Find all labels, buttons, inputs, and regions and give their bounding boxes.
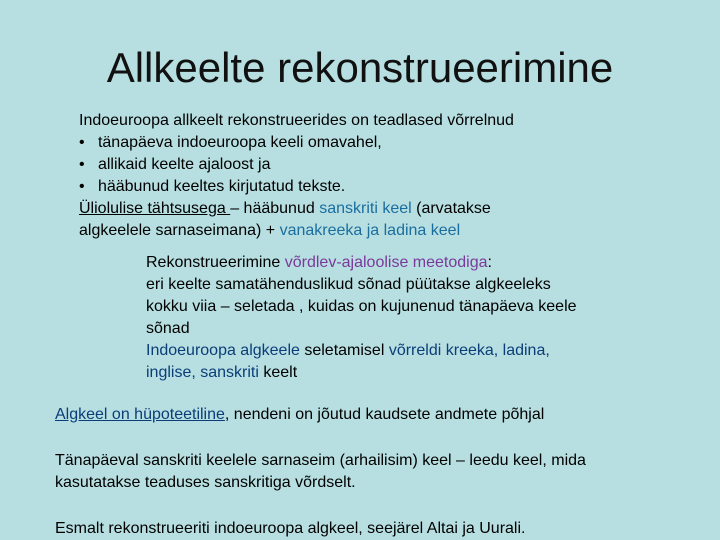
text-block-hypothetical	[55, 404, 544, 426]
method-description-1: eri keelte samatähenduslikud sõnad püütakse algkeeleks	[146, 276, 551, 293]
method-line	[146, 252, 577, 274]
comparative-method-term: võrdlev-ajaloolise meetodiga	[284, 254, 488, 271]
list-item-label: hääbunud keeltes kirjutatud tekste.	[97, 178, 346, 195]
lithuanian-line-1: Tänapäeval sanskriti keelele sarnaseim (arhailisim) keel – leedu keel, mida	[55, 452, 586, 469]
text-block-lithuanian	[55, 450, 586, 494]
bullet-icon: •	[79, 156, 85, 173]
method-description-3: sõnad	[146, 320, 190, 337]
bullet-icon: •	[79, 134, 85, 151]
compared-languages-2: inglise, sanskriti	[146, 364, 259, 381]
comparison-text-2: keelt	[258, 364, 298, 381]
intro-line: Indoeuroopa allkeelt rekonstrueerides on teadlased võrrelnud	[79, 112, 514, 129]
comparison-text: seletamisel	[299, 342, 389, 359]
hypothetical-term: Algkeel on hüpoteetiline	[55, 406, 225, 423]
compared-languages: võrreldi kreeka, ladina,	[388, 342, 550, 359]
proto-language-term: Indoeuroopa algkeele	[146, 342, 300, 359]
hypothetical-line	[55, 404, 544, 426]
text-block-reconstruction-sources	[79, 110, 514, 242]
method-description-2: kokku viia – seletada , kuidas on kujunenud tänapäeva keele	[146, 298, 577, 315]
importance-text: – hääbunud	[230, 200, 320, 217]
importance-line	[79, 198, 514, 220]
slide-title: Allkeelte rekonstrueerimine	[106, 44, 614, 91]
comparison-line	[146, 340, 577, 362]
importance-text-3: algkeelele sarnaseimana) +	[79, 222, 280, 239]
order-line: Esmalt rekonstrueeriti indoeuroopa algkeel, seejärel Altai ja Uurali.	[55, 520, 526, 537]
comparison-line-2	[146, 362, 577, 384]
list-item-label: tänapäeva indoeuroopa keeli omavahel,	[97, 134, 382, 151]
lithuanian-line-2: kasutatakse teaduses sanskritiga võrdselt.	[55, 474, 356, 491]
list-item-modern-languages	[79, 132, 514, 154]
list-item-extinct-texts	[79, 176, 514, 198]
importance-text-2: (arvatakse	[411, 200, 491, 217]
importance-label: Üliolulise tähtsusega	[79, 200, 231, 217]
sanskrit-term: sanskriti keel	[319, 200, 412, 217]
list-item-label: allikaid keelte ajaloost ja	[97, 156, 271, 173]
colon: :	[487, 254, 492, 271]
classical-languages-term: vanakreeka ja ladina keel	[279, 222, 461, 239]
importance-line-2	[79, 220, 514, 242]
list-item-historical-sources	[79, 154, 514, 176]
text-block-order	[55, 518, 525, 540]
bullet-icon: •	[79, 178, 85, 195]
text-block-comparative-method	[146, 252, 577, 384]
hypothetical-text: , nendeni on jõutud kaudsete andmete põhjal	[224, 406, 545, 423]
method-label: Rekonstrueerimine	[146, 254, 285, 271]
